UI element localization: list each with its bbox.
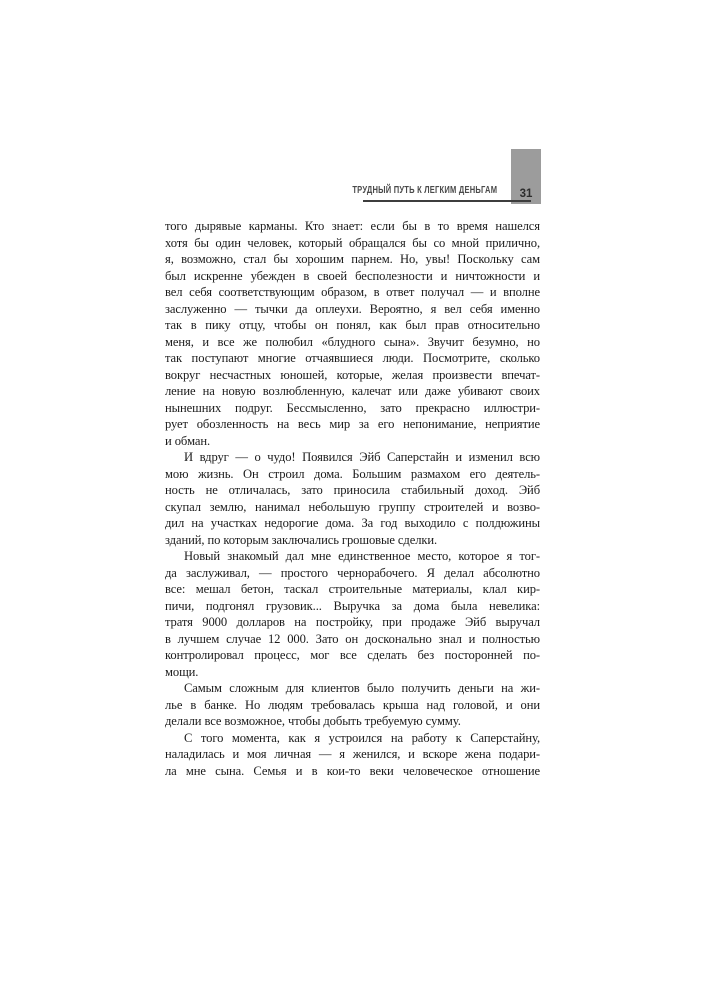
text-line: тратя 9000 долларов на постройку, при продаже Эйб выручал xyxy=(165,615,540,629)
text-line: контролировал процесс, мог все сделать без посторонней по- xyxy=(165,648,540,662)
text-line: да заслуживал, — простого чернорабочего. Я делал абсолютно xyxy=(165,565,540,580)
text-line: скупал землю, нанимал небольшую группу строителей и возво- xyxy=(165,499,540,514)
text-line: заслуженно — тычки да оплеухи. Вероятно, я вел себя именно xyxy=(165,301,540,316)
text-line: нынешних подруг. Бессмысленно, зато прекрасно иллюстри- xyxy=(165,400,540,415)
page-number: 31 xyxy=(519,188,533,200)
text-line: я, возможно, стал бы хорошим парнем. Но, увы! Поскольку сам xyxy=(165,252,540,266)
text-line: дил на участках недорогие дома. За год выходило с полдюжины xyxy=(165,516,540,530)
text-line: С того момента, как я устроился на работу к Саперстайну, xyxy=(184,730,540,745)
text-line: И вдруг — о чудо! Появился Эйб Саперстайн и изменил всю xyxy=(184,450,540,464)
text-line: делали все возможное, чтобы добыть требуемую сумму. xyxy=(165,714,461,728)
text-line: все: мешал бетон, таскал строительные материалы, клал кир- xyxy=(165,582,540,596)
text-line: и обман. xyxy=(165,433,211,448)
text-line: наладилась и моя личная — я женился, и вскоре жена подари- xyxy=(165,747,540,761)
text-line: хотя бы один человек, который обращался бы со мной прилично, xyxy=(165,235,540,250)
text-line: в лучшем случае 12 000. Зато он досконально знал и полностью xyxy=(165,631,540,646)
text-line: меня, и все же полюбил «блудного сына». Звучит безумно, но xyxy=(165,334,540,349)
text-line: Новый знакомый дал мне единственное место, которое я тог- xyxy=(184,549,540,563)
text-line: так в пику отцу, чтобы он понял, как был прав относительно xyxy=(165,318,540,332)
body-text xyxy=(165,218,540,779)
text-line: того дырявые карманы. Кто знает: если бы в то время нашелся xyxy=(165,219,540,233)
text-line: ление на новую возлюбленную, калечат или даже убивают своих xyxy=(165,384,540,398)
text-line: вел себя соответствующим образом, в ответ получал — и вполне xyxy=(165,285,540,299)
text-line: зданий, по которым заключались грошовые сделки. xyxy=(165,532,438,547)
text-line: мощи. xyxy=(165,664,199,679)
text-line: ла мне сына. Семья и в кои-то веки человеческое отношение xyxy=(165,763,540,778)
text-line: лье в банке. Но людям требовалась крыша над головой, и они xyxy=(165,697,540,712)
text-line: так поступают многие отчаявшиеся люди. Посмотрите, сколько xyxy=(165,351,540,365)
text-line: вокруг несчастных юношей, которые, желая произвести впечат- xyxy=(165,367,540,382)
text-line: ность не отличалась, зато приносила стабильный доход. Эйб xyxy=(165,483,540,497)
text-line: был искренне убежден в своей бесполезности и ничтожности и xyxy=(165,268,540,283)
text-line: пичи, подгонял грузовик... Выручка за дома была невелика: xyxy=(165,598,540,613)
text-line: мою жизнь. Он строил дома. Большим размахом его деятель- xyxy=(165,466,540,481)
running-title: ТРУДНЫЙ ПУТЬ К ЛЕГКИМ ДЕНЬГАМ xyxy=(352,184,497,196)
text-line: Самым сложным для клиентов было получить деньги на жи- xyxy=(184,681,540,695)
text-line: рует обозленность на весь мир за его непонимание, неприятие xyxy=(165,417,540,431)
header-rule xyxy=(363,200,531,202)
